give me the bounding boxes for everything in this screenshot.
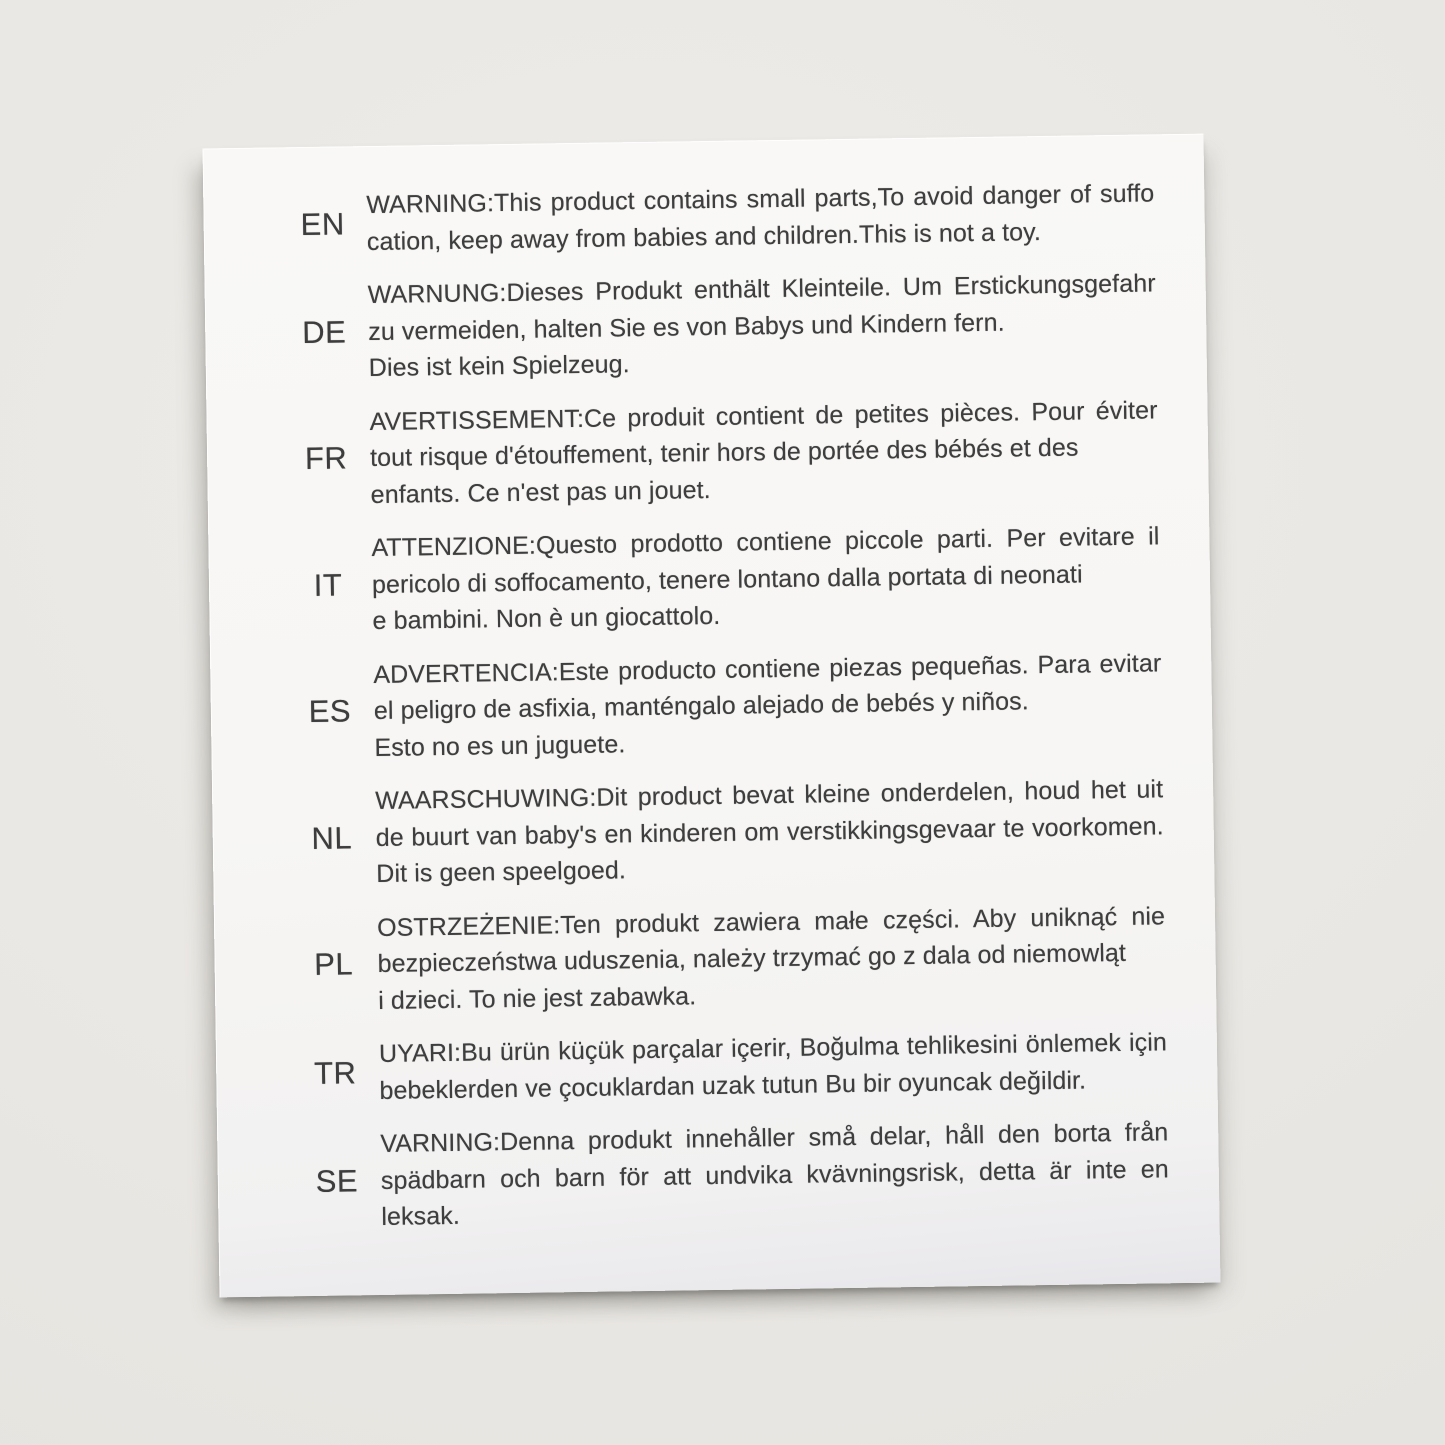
warning-sections — [203, 134, 1220, 1238]
warning-text — [369, 392, 1159, 513]
language-code: EN — [300, 205, 345, 242]
language-code: DE — [301, 314, 347, 350]
warning-text-line: leksak. — [381, 1201, 461, 1231]
warning-text-line: tout risque d'étouffement, tenir hors de portée des bébés et des — [369, 433, 1079, 473]
warning-text — [367, 265, 1157, 386]
warning-label-sheet — [203, 134, 1221, 1298]
warning-section-es — [298, 645, 1163, 767]
warning-text-line: VARNING:Denna produkt innehåller små delar, håll den borta från — [380, 1118, 1169, 1158]
warning-text — [380, 1114, 1170, 1235]
warning-text-line: zu vermeiden, halten Sie es von Babys und Kindern fern. — [368, 308, 1005, 346]
language-code: ES — [308, 693, 352, 730]
warning-text-line: WARNUNG:Dieses Produkt enthält Kleinteile. Um Erstickungsgefahr — [367, 269, 1156, 310]
warning-text-line: bebeklerden ve çocuklardan uzak tutun Bu bir oyuncak değildir. — [379, 1065, 1087, 1105]
warning-section-fr — [294, 392, 1159, 514]
warning-section-tr — [304, 1024, 1168, 1110]
warning-text-line: Esto no es un juguete. — [374, 729, 626, 762]
warning-text-line: el peligro de asfixia, manténgalo alejado de bebés y niños. — [373, 687, 1029, 726]
warning-text-line: pericolo di soffocamento, tenere lontano dalla portata di neonati — [371, 559, 1083, 599]
language-code: FR — [304, 440, 348, 477]
language-code: IT — [313, 567, 343, 603]
warning-text-line: bezpieczeństwa uduszenia, należy trzymać go z dala od niemowląt — [377, 938, 1127, 978]
warning-text-line: WARNING:This product contains small parts,To avoid danger of suffo — [366, 179, 1155, 220]
warning-text-line: Dit is geen speelgoed. — [376, 856, 627, 888]
warning-text — [366, 175, 1155, 260]
warning-text — [371, 518, 1161, 639]
language-code: TR — [313, 1054, 357, 1091]
warning-section-pl — [302, 898, 1167, 1020]
warning-section-se — [305, 1114, 1170, 1236]
warning-section-de — [292, 265, 1157, 387]
warning-text-line: Dies ist kein Spielzeug. — [368, 350, 630, 383]
warning-text-line: spädbarn och barn för att undvika kvävningsrisk, detta är inte en — [380, 1154, 1169, 1195]
warning-section-it — [296, 518, 1161, 640]
warning-text — [377, 898, 1167, 1019]
warning-text — [373, 645, 1163, 766]
warning-text-line: i dzieci. To nie jest zabawka. — [377, 981, 697, 1015]
warning-text-line: WAARSCHUWING:Dit product bevat kleine onderdelen, houd het uit — [375, 775, 1164, 815]
warning-text-line: enfants. Ce n'est pas un jouet. — [370, 475, 711, 509]
language-code: NL — [311, 820, 353, 856]
language-code: SE — [315, 1163, 359, 1199]
warning-text-line: ATTENZIONE:Questo prodotto contiene piccole parti. Per evitare il — [371, 522, 1160, 563]
warning-text-line: cation, keep away from babies and children.This is not a toy. — [366, 217, 1042, 256]
warning-text-line: de buurt van baby's en kinderen om verstikkingsgevaar te voorkomen. — [375, 811, 1164, 852]
warning-text — [375, 771, 1165, 892]
warning-section-nl — [300, 771, 1165, 893]
warning-section-en — [291, 175, 1155, 261]
warning-text-line: OSTRZEŻENIE:Ten produkt zawiera małe części. Aby uniknąć nie — [376, 901, 1166, 942]
warning-text-line: AVERTISSEMENT:Ce produit contient de petites pièces. Pour éviter — [369, 395, 1158, 436]
language-code: PL — [313, 946, 354, 983]
warning-text-line: ADVERTENCIA:Este producto contiene piezas pequeñas. Para evitar — [373, 648, 1162, 689]
warning-text-line: e bambini. Non è un giocattolo. — [372, 601, 721, 636]
warning-text-line: UYARI:Bu ürün küçük parçalar içerir, Boğulma tehlikesini önlemek için — [378, 1028, 1168, 1068]
warning-text — [379, 1024, 1168, 1109]
